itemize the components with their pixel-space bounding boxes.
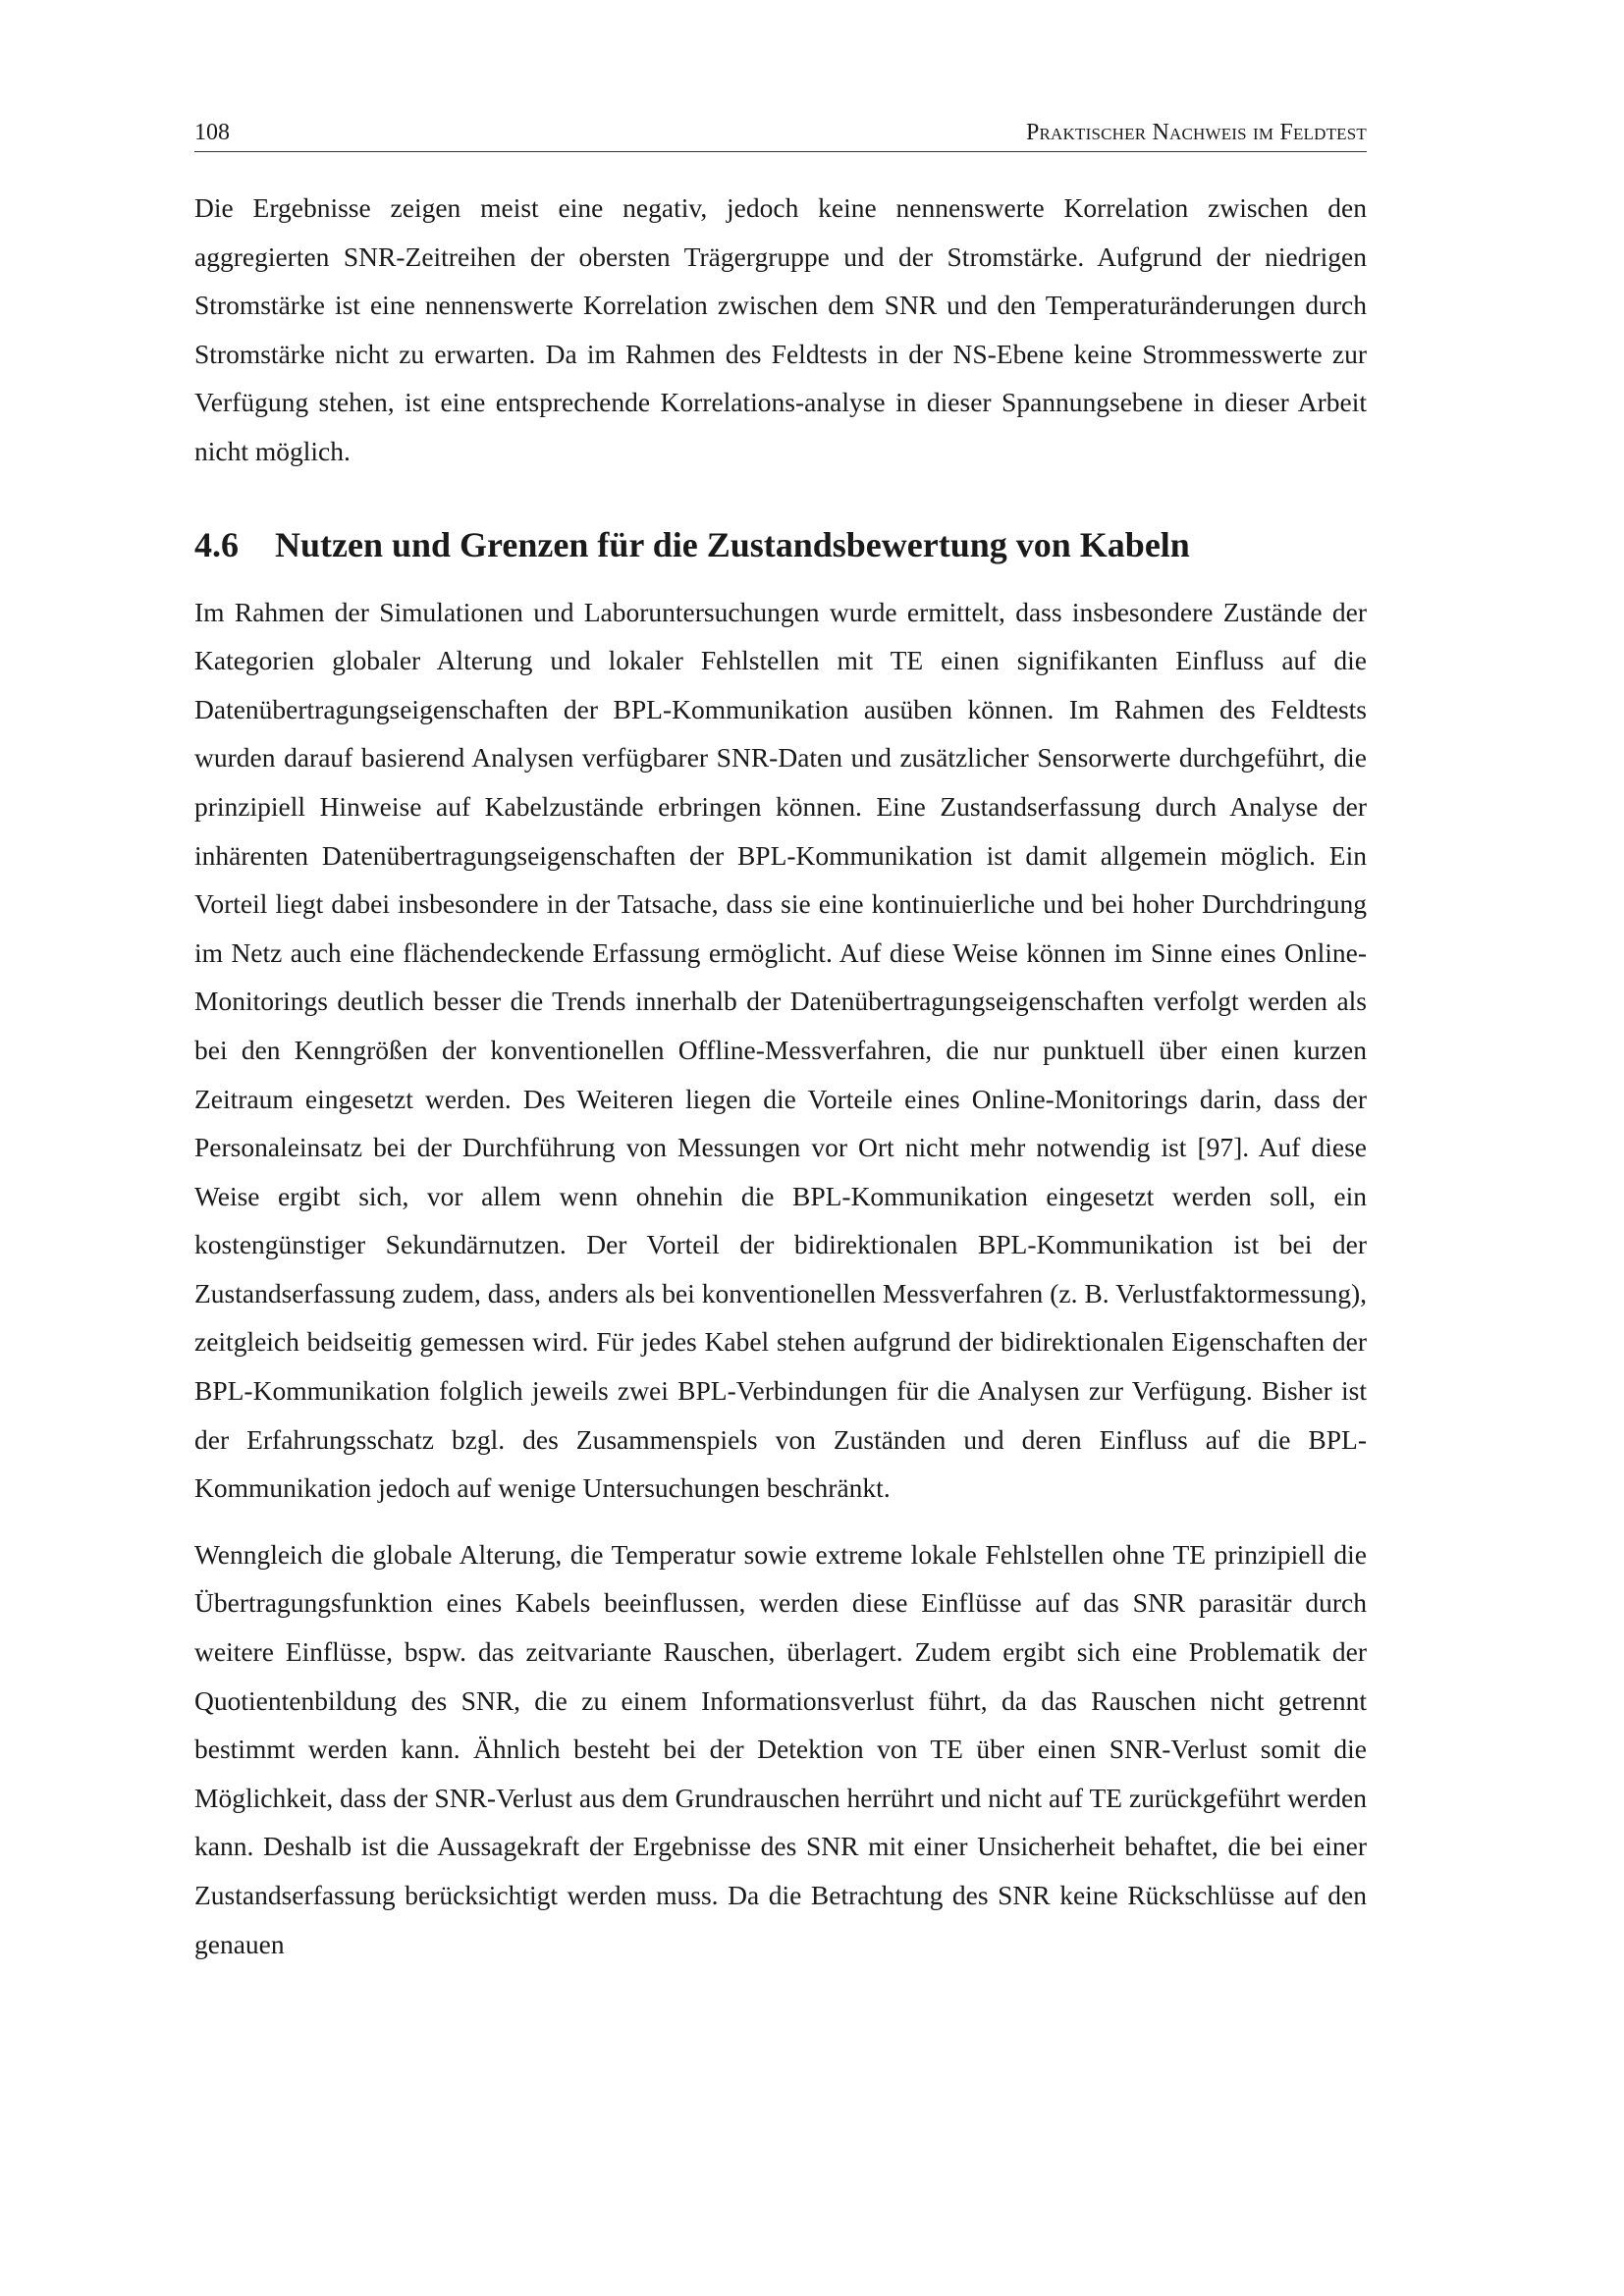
paragraph-limitations: Wenngleich die globale Alterung, die Temperatur sowie extreme lokale Fehlstellen ohne TE prinzipiell die Übertragungsfunktion eines Kabels beeinflussen, werden diese Einflüsse auf das SNR parasitär durch weitere Einflüsse, bspw. das zeitvariante Rauschen, überlagert. Zudem ergibt sich eine Problematik der Quotientenbildung des SNR, die zu einem Informationsverlust führt, da das Rauschen nicht getrennt bestimmt werden kann. Ähnlich besteht bei der Detektion von TE über einen SNR-Verlust somit die Möglichkeit, dass der SNR-Verlust aus dem Grundrauschen herrührt und nicht auf TE zurückgeführt werden kann. Deshalb ist die Aussagekraft der Ergebnisse des SNR mit einer Unsicherheit behaftet, die bei einer Zustandserfassung berücksichtigt werden muss. Da die Betrachtung des SNR keine Rückschlüsse auf den genauen <box>194 1538 1367 1959</box>
running-title: Praktischer Nachweis im Feldtest <box>1025 120 1367 145</box>
section-title: Nutzen und Grenzen für die Zustandsbewertung von Kabeln <box>275 524 1190 564</box>
section-heading <box>194 523 1367 566</box>
section-number: 4.6 <box>194 524 239 564</box>
page-number: 108 <box>194 120 230 145</box>
paragraph-benefits: Im Rahmen der Simulationen und Laboruntersuchungen wurde ermittelt, dass insbesondere Zustände der Kategorien globaler Alterung und lokaler Fehlstellen mit TE einen signifikanten Einfluss auf die Datenübertragungseigenschaften der BPL-Kommunikation ausüben können. Im Rahmen des Feldtests wurden darauf basierend Analysen verfügbarer SNR-Daten und zusätzlicher Sensorwerte durchgeführt, die prinzipiell Hinweise auf Kabelzustände erbringen können. Eine Zustandserfassung durch Analyse der inhärenten Datenübertragungseigenschaften der BPL-Kommunikation ist damit allgemein möglich. Ein Vorteil liegt dabei insbesondere in der Tatsache, dass sie eine kontinuierliche und bei hoher Durchdringung im Netz auch eine flächendeckende Erfassung ermöglicht. Auf diese Weise können im Sinne eines Online-Monitorings deutlich besser die Trends innerhalb der Datenübertragungseigenschaften verfolgt werden als bei den Kenngrößen der konventionellen Offline-Messverfahren, die nur punktuell über einen kurzen Zeitraum eingesetzt werden. Des Weiteren liegen die Vorteile eines Online-Monitorings darin, dass der Personaleinsatz bei der Durchführung von Messungen vor Ort nicht mehr notwendig ist [97]. Auf diese Weise ergibt sich, vor allem wenn ohnehin die BPL-Kommunikation eingesetzt werden soll, ein kostengünstiger Sekundärnutzen. Der Vorteil der bidirektionalen BPL-Kommunikation ist bei der Zustandserfassung zudem, dass, anders als bei konventionellen Messverfahren (z. B. Verlustfaktormessung), zeitgleich beidseitig gemessen wird. Für jedes Kabel stehen aufgrund der bidirektionalen Eigenschaften der BPL-Kommunikation folglich jeweils zwei BPL-Verbindungen für die Analysen zur Verfügung. Bisher ist der Erfahrungsschatz bzgl. des Zusammenspiels von Zuständen und deren Einfluss auf die BPL-Kommunikation jedoch auf wenige Untersuchungen beschränkt. <box>194 596 1367 1504</box>
document-page <box>194 110 1367 1968</box>
paragraph-correlation-summary: Die Ergebnisse zeigen meist eine negativ, jedoch keine nennenswerte Korrelation zwischen den aggregierten SNR-Zeitreihen der obersten Trägergruppe und der Stromstärke. Aufgrund der niedrigen Stromstärke ist eine nennenswerte Korrelation zwischen dem SNR und den Temperaturänderungen durch Stromstärke nicht zu erwarten. Da im Rahmen des Feldtests in der NS-Ebene keine Strommesswerte zur Verfügung stehen, ist eine entsprechende Korrelations-analyse in dieser Spannungsebene in dieser Arbeit nicht möglich. <box>194 192 1367 466</box>
running-header <box>194 110 1367 152</box>
